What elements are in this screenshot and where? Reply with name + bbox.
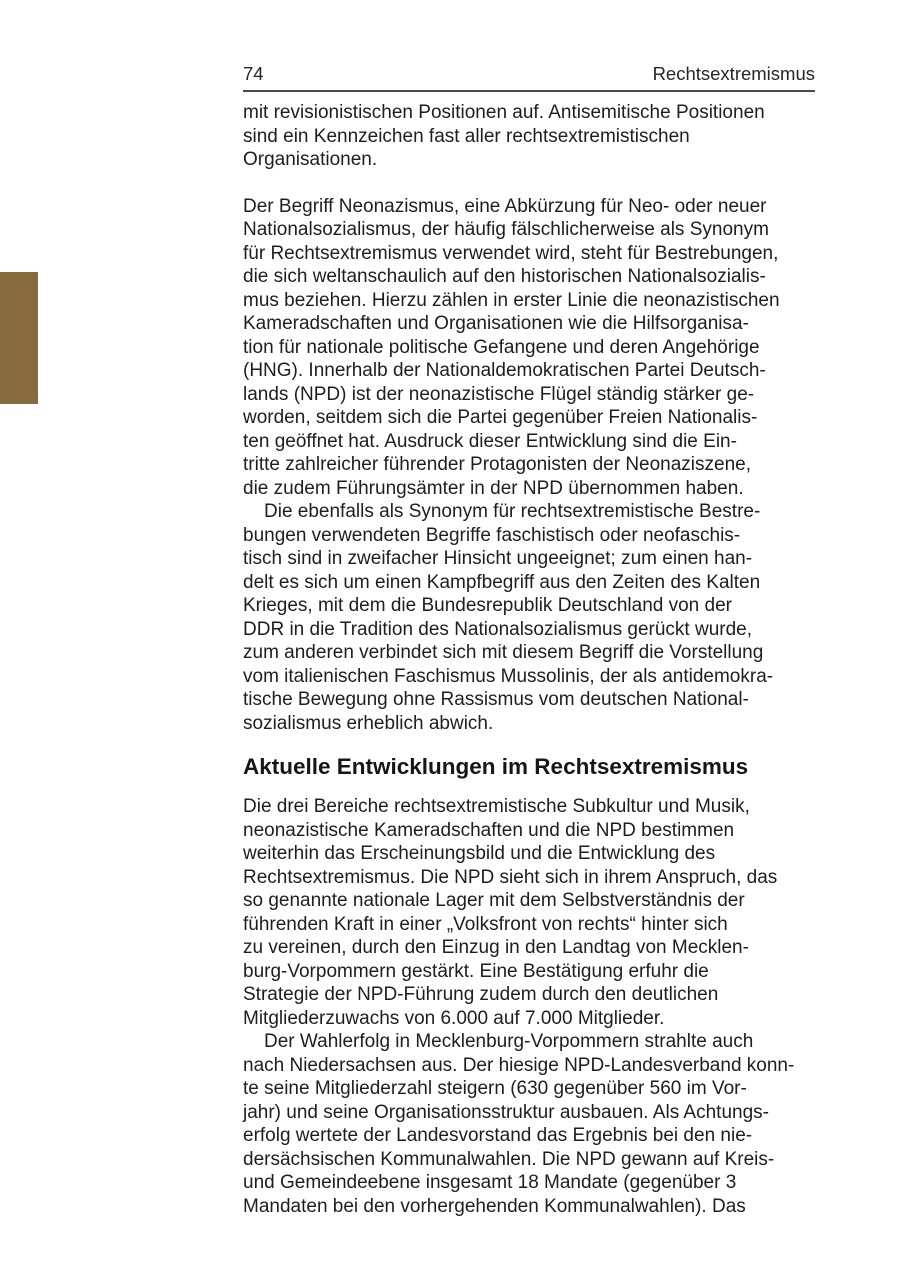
text-line: mus beziehen. Hierzu zählen in erster Linie die neonazistischen (243, 289, 780, 311)
text-line: te seine Mitgliederzahl steigern (630 gegenüber 560 im Vor- (243, 1078, 747, 1099)
text-line: Rechtsextremismus. Die NPD sieht sich in ihrem Anspruch, das (243, 866, 778, 888)
text-line: (HNG). Innerhalb der Nationaldemokratischen Partei Deutsch- (243, 360, 766, 381)
text-line: Mitgliederzuwachs von 6.000 auf 7.000 Mitglieder. (243, 1007, 665, 1029)
text-line: Krieges, mit dem die Bundesrepublik Deutschland von der (243, 595, 732, 616)
text-line: ten geöffnet hat. Ausdruck dieser Entwicklung sind die Ein- (243, 430, 737, 452)
page-content (243, 63, 815, 1218)
text-line: Organisationen. (243, 149, 378, 170)
text-line: die zudem Führungsämter in der NPD übernommen haben. (243, 477, 744, 499)
text-line: burg-Vorpommern gestärkt. Eine Bestätigung erfuhr die (243, 960, 709, 982)
text-line: sozialismus erheblich abwich. (243, 712, 494, 734)
text-line: jahr) und seine Organisationsstruktur ausbauen. Als Achtungs- (243, 1101, 769, 1123)
section-heading: Aktuelle Entwicklungen im Rechtsextremismus (243, 754, 749, 779)
text-line: Der Begriff Neonazismus, eine Abkürzung für Neo- oder neuer (243, 195, 767, 217)
text-line: Der Wahlerfolg in Mecklenburg-Vorpommern strahlte auch (264, 1031, 754, 1052)
text-line: so genannte nationale Lager mit dem Selbstverständnis der (243, 890, 745, 911)
running-chapter-title: Rechtsextremismus (652, 63, 815, 84)
text-line: tische Bewegung ohne Rassismus vom deutschen National- (243, 689, 749, 710)
text-line: lands (NPD) ist der neonazistische Flügel ständig stärker ge- (243, 383, 755, 405)
text-line: Kameradschaften und Organisationen wie die Hilfsorganisa- (243, 313, 749, 334)
paragraph (243, 1030, 815, 1218)
text-line: die sich weltanschaulich auf den historischen Nationalsozialis- (243, 266, 766, 287)
text-line: tritte zahlreicher führender Protagonisten der Neonaziszene, (243, 454, 752, 475)
text-line: vom italienischen Faschismus Mussolinis, der als antidemokra- (243, 665, 774, 687)
paragraph (243, 195, 815, 501)
text-line: worden, seitdem sich die Partei gegenüber Freien Nationalis- (243, 407, 758, 428)
text-line: delt es sich um einen Kampfbegriff aus den Zeiten des Kalten (243, 571, 761, 593)
text-line: Die drei Bereiche rechtsextremistische Subkultur und Musik, (243, 796, 750, 817)
text-line: DDR in die Tradition des Nationalsozialismus gerückt wurde, (243, 618, 753, 640)
body-text (243, 92, 815, 1218)
text-line: erfolg wertete der Landesvorstand das Ergebnis bei den nie- (243, 1125, 753, 1146)
text-line: tisch sind in zweifacher Hinsicht ungeeignet; zum einen han- (243, 548, 753, 569)
text-line: Nationalsozialismus, der häufig fälschlicherweise als Synonym (243, 219, 769, 240)
text-line: neonazistische Kameradschaften und die NPD bestimmen (243, 819, 735, 841)
text-line: zu vereinen, durch den Einzug in den Landtag von Mecklen- (243, 937, 749, 958)
text-line: tion für nationale politische Gefangene und deren Angehörige (243, 336, 760, 358)
paragraph (243, 795, 815, 1030)
text-line: zum anderen verbindet sich mit diesem Begriff die Vorstellung (243, 642, 764, 663)
text-line: nach Niedersachsen aus. Der hiesige NPD-Landesverband konn- (243, 1054, 795, 1076)
text-line: Strategie der NPD-Führung zudem durch den deutlichen (243, 984, 719, 1005)
page-number: 74 (243, 63, 264, 84)
text-line: weiterhin das Erscheinungsbild und die Entwicklung des (243, 843, 716, 864)
text-line: und Gemeindeebene insgesamt 18 Mandate (gegenüber 3 (243, 1172, 737, 1193)
text-line: Die ebenfalls als Synonym für rechtsextremistische Bestre- (264, 501, 761, 522)
chapter-marginalia-tab (0, 272, 38, 404)
text-line: bungen verwendeten Begriffe faschistisch oder neofaschis- (243, 524, 741, 546)
text-line: Mandaten bei den vorhergehenden Kommunalwahlen). Das (243, 1195, 746, 1217)
text-line: mit revisionistischen Positionen auf. Antisemitische Positionen (243, 102, 765, 123)
text-line: für Rechtsextremismus verwendet wird, steht für Bestrebungen, (243, 242, 779, 264)
text-line: führenden Kraft in einer „Volksfront von rechts“ hinter sich (243, 913, 728, 935)
text-line: sind ein Kennzeichen fast aller rechtsextremistischen (243, 125, 690, 147)
paragraph (243, 500, 815, 735)
paragraph (243, 101, 815, 172)
page-header (243, 63, 815, 92)
text-line: dersächsischen Kommunalwahlen. Die NPD gewann auf Kreis- (243, 1148, 775, 1170)
